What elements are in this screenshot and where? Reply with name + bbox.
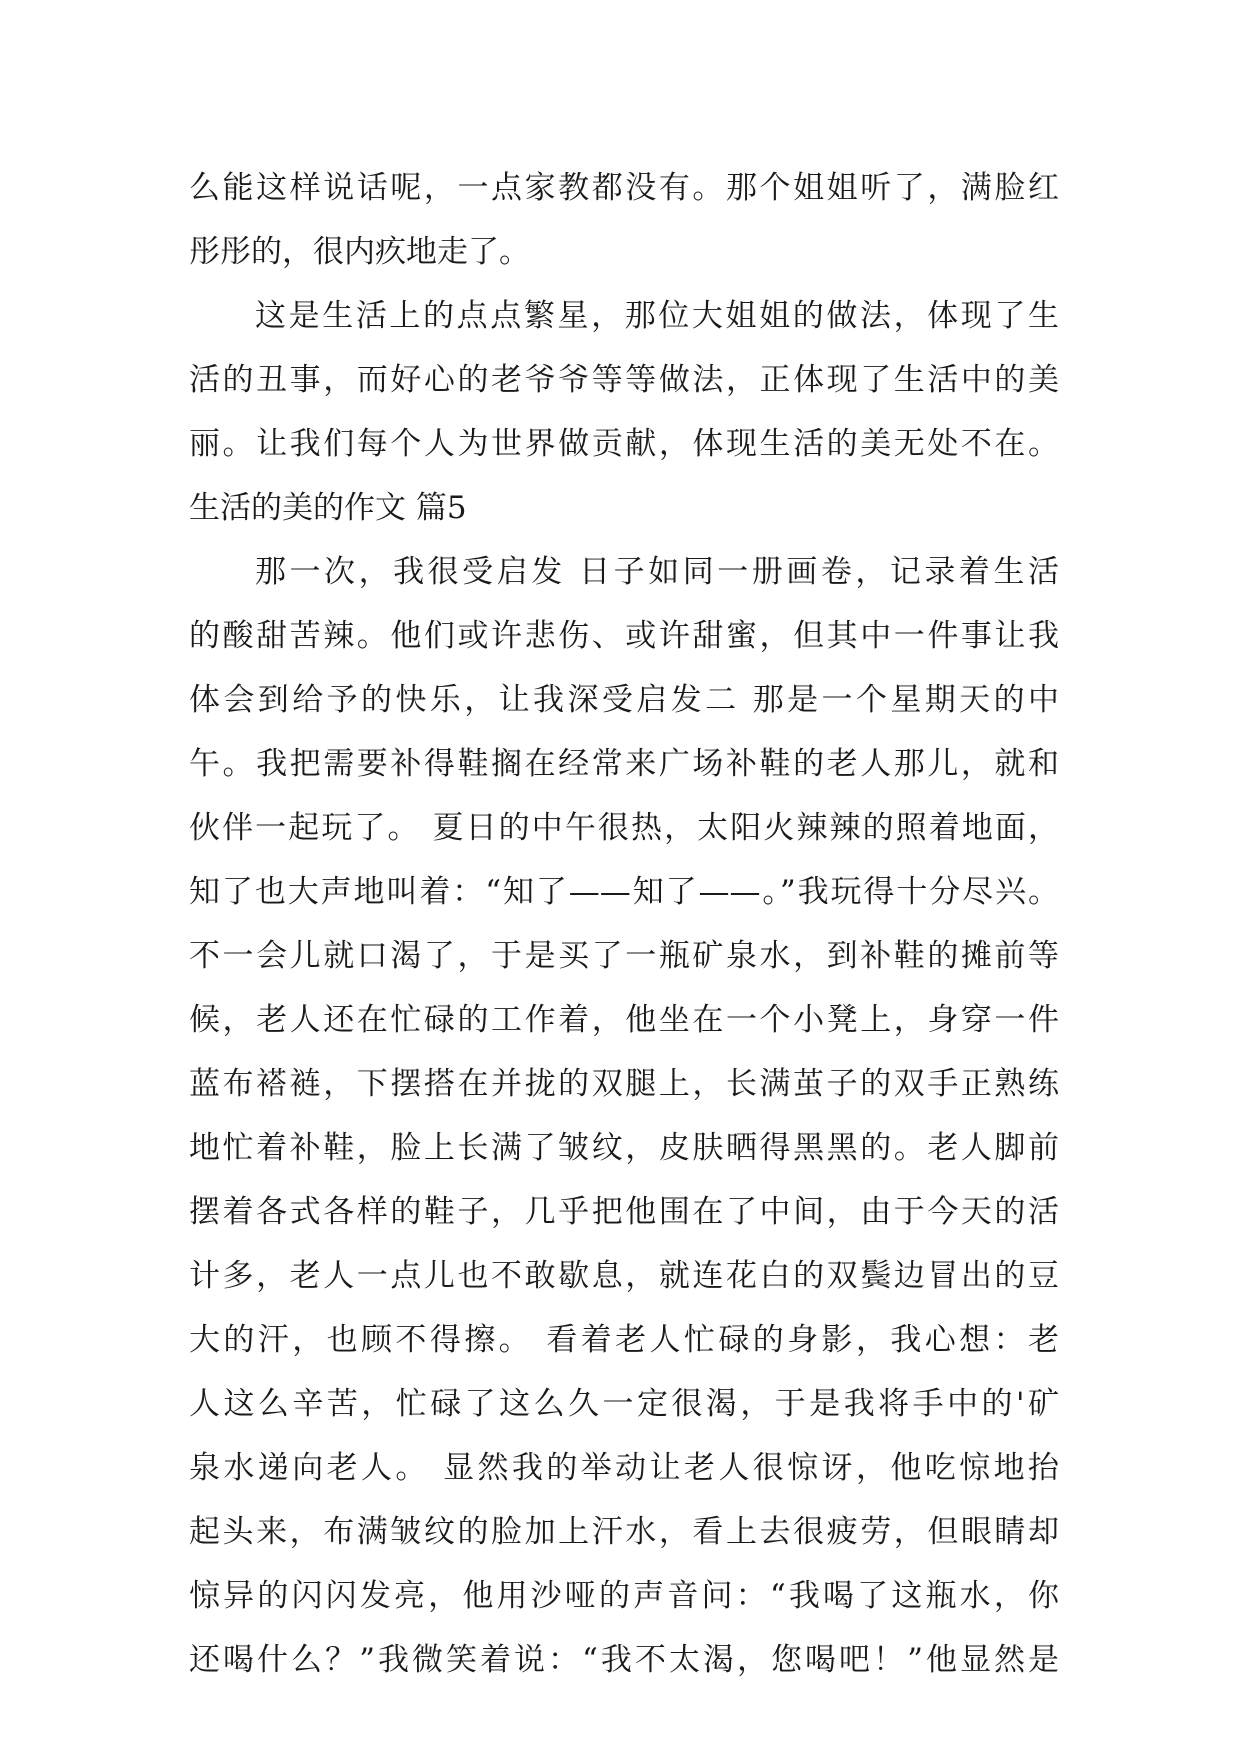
text-line: 这是生活上的点点繁星，那位大姐姐的做法，体现了生 <box>255 298 1059 334</box>
text-line: 知了也大声地叫着：“知了——知了——。”我玩得十分尽兴。 <box>189 874 1059 910</box>
text-line: 活的丑事，而好心的老爷爷等等做法，正体现了生活中的美 <box>189 362 1059 398</box>
text-line: 么能这样说话呢，一点家教都没有。那个姐姐听了，满脸红 <box>189 170 1059 206</box>
text-line: 不一会儿就口渴了，于是买了一瓶矿泉水，到补鞋的摊前等 <box>189 938 1059 974</box>
text-line: 伙伴一起玩了。 夏日的中午很热，太阳火辣辣的照着地面， <box>189 810 1059 846</box>
text-line: 人这么辛苦，忙碌了这么久一定很渴，于是我将手中的'矿 <box>189 1386 1059 1422</box>
text-line: 的酸甜苦辣。他们或许悲伤、或许甜蜜，但其中一件事让我 <box>189 618 1059 654</box>
text-line: 体会到给予的快乐，让我深受启发二 那是一个星期天的中 <box>189 682 1059 718</box>
text-line: 起头来，布满皱纹的脸加上汗水，看上去很疲劳，但眼睛却 <box>189 1514 1059 1550</box>
text-line: 彤彤的，很内疚地走了。 <box>189 234 530 270</box>
text-line: 蓝布褡裢，下摆搭在并拢的双腿上，长满茧子的双手正熟练 <box>189 1066 1059 1102</box>
text-line: 地忙着补鞋，脸上长满了皱纹，皮肤晒得黑黑的。老人脚前 <box>189 1130 1059 1166</box>
text-line: 大的汗，也顾不得擦。 看着老人忙碌的身影，我心想：老 <box>189 1322 1059 1358</box>
text-line: 计多，老人一点儿也不敢歇息，就连花白的双鬓边冒出的豆 <box>189 1258 1059 1294</box>
text-line: 泉水递向老人。 显然我的举动让老人很惊讶，他吃惊地抬 <box>189 1450 1059 1486</box>
text-line: 摆着各式各样的鞋子，几乎把他围在了中间，由于今天的活 <box>189 1194 1059 1230</box>
text-line: 那一次，我很受启发 日子如同一册画卷，记录着生活 <box>255 554 1059 590</box>
section-heading: 生活的美的作文 篇5 <box>189 490 467 526</box>
text-line: 惊异的闪闪发亮，他用沙哑的声音问：“我喝了这瓶水，你 <box>189 1578 1059 1614</box>
text-line: 候，老人还在忙碌的工作着，他坐在一个小凳上，身穿一件 <box>189 1002 1059 1038</box>
body-text <box>189 156 1059 1692</box>
text-line: 还喝什么？”我微笑着说：“我不太渴，您喝吧！”他显然是 <box>189 1642 1059 1678</box>
text-line: 午。我把需要补得鞋搁在经常来广场补鞋的老人那儿，就和 <box>189 746 1059 782</box>
text-line: 丽。让我们每个人为世界做贡献，体现生活的美无处不在。 <box>189 426 1059 462</box>
